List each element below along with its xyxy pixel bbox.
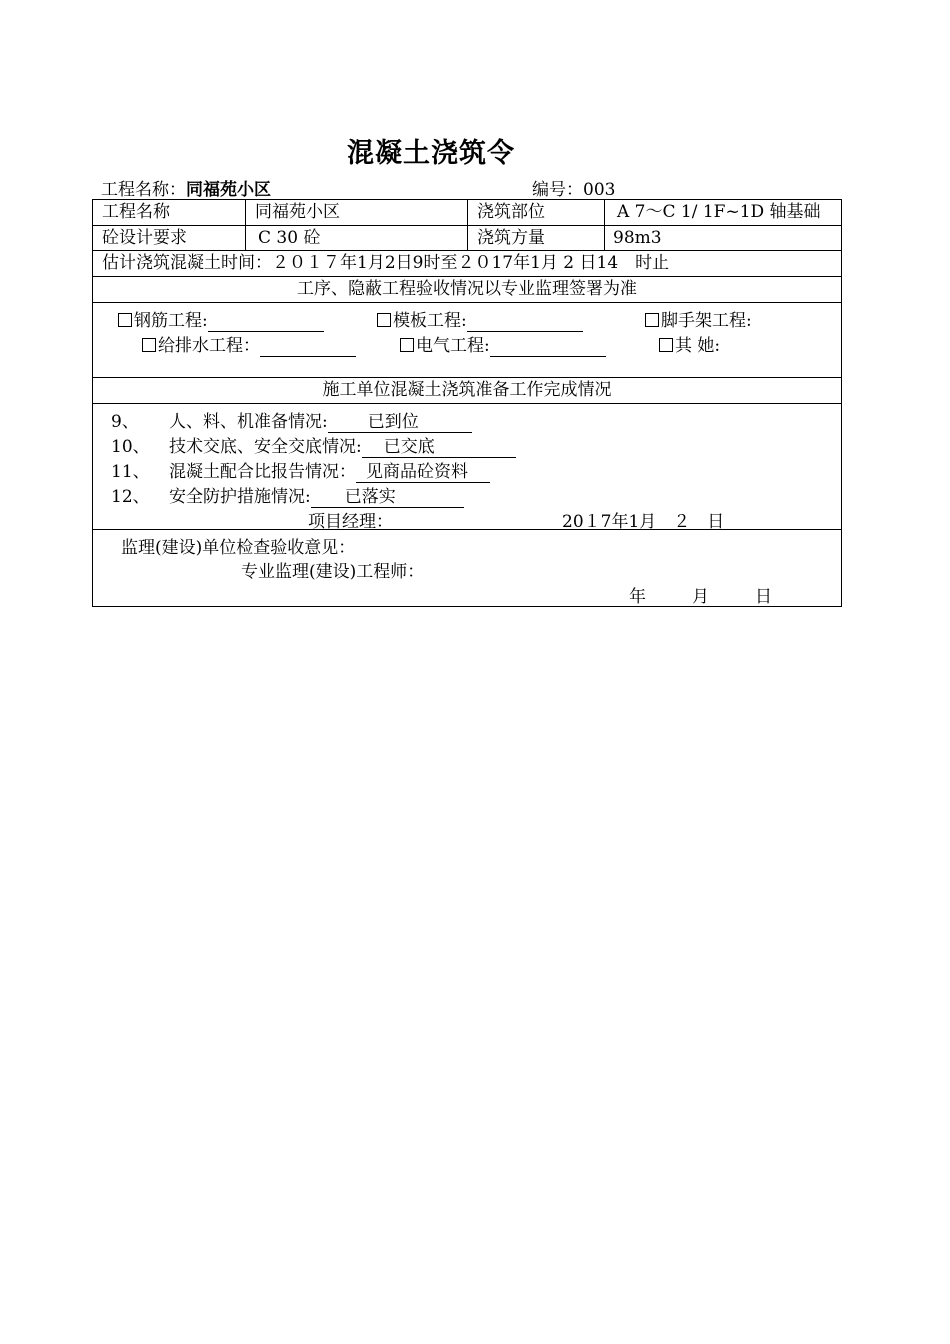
blank-line: [260, 336, 356, 357]
prep-item: 技术交底、安全交底情况: 已交底: [169, 432, 516, 458]
pour-volume-value-cell: 98m3: [613, 228, 662, 248]
list-item: 钢筋工程:: [118, 306, 324, 332]
project-name-value: 同福苑小区: [186, 180, 271, 200]
list-item: 给排水工程：: [142, 331, 356, 357]
checkbox-icon[interactable]: [659, 338, 673, 352]
pour-volume-header-cell: 浇筑方量: [468, 226, 605, 250]
project-manager-date: 20１7年1月 ２ 日: [562, 512, 725, 532]
table-row: [93, 226, 841, 251]
pour-order-form: [92, 199, 842, 607]
list-item: 模板工程:: [377, 306, 583, 332]
sign-date-year: 年: [629, 587, 646, 607]
blank-line: [490, 336, 606, 357]
concrete-spec-value-cell: C 30 砼: [246, 226, 468, 250]
project-manager-label: 项目经理：: [308, 512, 393, 532]
prep-item-num: 11、: [111, 462, 150, 482]
supervision-section: [93, 530, 841, 606]
blank-line: [208, 311, 324, 332]
table-row: [93, 200, 841, 226]
document-number-value: 003: [583, 180, 616, 200]
estimated-pour-time: 估计浇筑混凝土时间：２０１７年1月2日9时至２０17年1月 2 日14 时止: [102, 253, 670, 273]
prep-item: 安全防护措施情况: 已落实: [169, 482, 464, 508]
prep-item: 混凝土配合比报告情况： 见商品砼资料: [169, 457, 490, 483]
sign-date-month: 月: [692, 587, 709, 607]
project-name-line: [101, 175, 271, 200]
list-item: 其 她:: [659, 331, 720, 356]
project-name-header-cell: 工程名称: [93, 200, 246, 225]
prep-item-value: 已到位: [367, 412, 419, 432]
document-number-line: [532, 175, 615, 200]
pour-location-value-cell: A 7～C 1/ 1F~1D 轴基础: [617, 202, 821, 222]
prep-item-num: 12、: [111, 487, 150, 507]
checkbox-icon[interactable]: [118, 313, 132, 327]
prep-heading: 施工单位混凝土浇筑准备工作完成情况: [322, 380, 612, 400]
prep-item-value: 已交底: [383, 437, 435, 457]
checkbox-icon[interactable]: [645, 313, 659, 327]
page-title: 混凝土浇筑令: [347, 138, 515, 169]
list-item: 脚手架工程:: [645, 306, 752, 331]
prep-item: 人、料、机准备情况: 已到位: [169, 407, 472, 433]
pour-location-header-cell: 浇筑部位: [468, 200, 605, 225]
document-number-label: 编号：: [532, 180, 583, 200]
checkbox-icon[interactable]: [142, 338, 156, 352]
blank-line: [467, 311, 583, 332]
prep-item-num: 9、: [111, 412, 139, 432]
project-name-value-cell: 同福苑小区: [246, 200, 468, 225]
prep-section: [93, 404, 841, 530]
prep-item-value: 见商品砼资料: [366, 462, 468, 482]
table-row: [93, 251, 841, 277]
table-row: [93, 277, 841, 303]
inspection-checklist: [93, 303, 841, 378]
prep-item-value: 已落实: [344, 487, 396, 507]
inspection-heading: 工序、隐蔽工程验收情况以专业监理签署为准: [297, 279, 637, 299]
checkbox-icon[interactable]: [377, 313, 391, 327]
concrete-spec-header-cell: 砼设计要求: [93, 226, 246, 250]
list-item: 电气工程:: [400, 331, 606, 357]
checkbox-icon[interactable]: [400, 338, 414, 352]
supervisor-opinion-label: 监理(建设)单位检查验收意见：: [121, 538, 356, 558]
table-row: [93, 378, 841, 404]
sign-date-day: 日: [755, 587, 772, 607]
project-name-label: 工程名称：: [101, 180, 186, 200]
prep-item-num: 10、: [111, 437, 150, 457]
supervising-engineer-label: 专业监理(建设)工程师：: [241, 562, 425, 582]
document-meta: [101, 175, 841, 199]
